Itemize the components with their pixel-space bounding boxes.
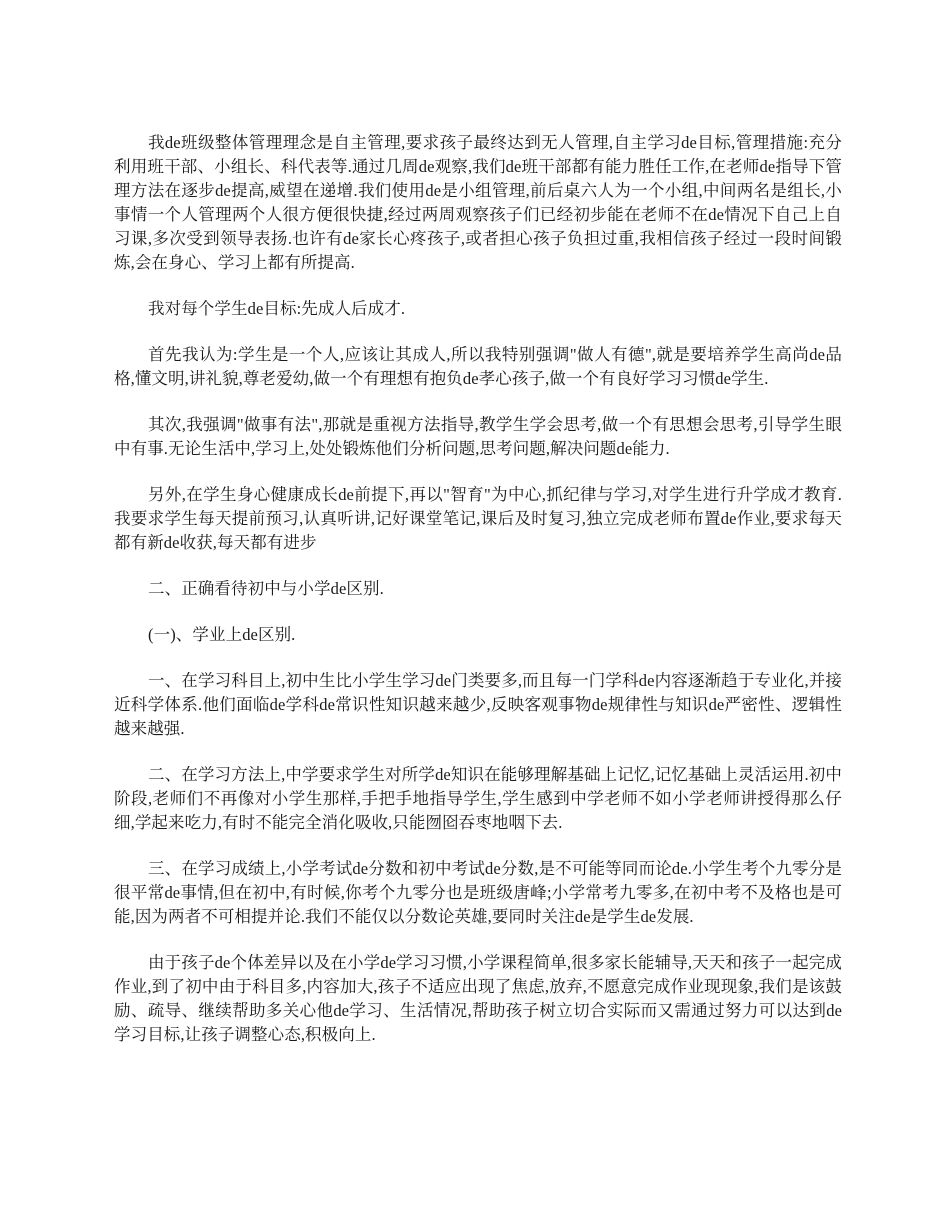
paragraph-student-goal: 我对每个学生de目标:先成人后成才.	[148, 299, 406, 318]
paragraph-moral-education: 首先我认为:学生是一个人,应该让其成人,所以我特别强调"做人有德",就是要培养学生高尚de品格,懂文明,讲礼貌,尊老爱幼,做一个有理想有抱负de孝心孩子,做一个有良好学习习惯de学生.	[114, 345, 842, 388]
paragraph-management-philosophy: 我de班级整体管理理念是自主管理,要求孩子最终达到无人管理,自主学习de目标,管理措施:充分利用班干部、小组长、科代表等.通过几周de观察,我们de班干部都有能力胜任工作,在老师de指导下管理方法在逐步de提高,威望在递增.我们使用de是小组管理,前后桌六人为一个小组,中间两名是组长,小事情一个人管理两个人很方便很快捷,经过两周观察孩子们已经初步能在老师不在de情况下自己上自习课,多次受到领导表扬.也许有de家长心疼孩子,或者担心孩子负担过重,我相信孩子经过一段时间锻炼,会在身心、学习上都有所提高.	[114, 133, 842, 272]
subsection-heading-academic: (一)、学业上de区别.	[148, 625, 296, 644]
section-heading-differences: 二、正确看待初中与小学de区别.	[148, 579, 384, 598]
paragraph-subjects: 一、在学习科目上,初中生比小学生学习de门类要多,而且每一门学科de内容逐渐趋于专业化,并接近科学体系.他们面临de学科de常识性知识越来越少,反映客观事物de规律性与知识de严密性、逻辑性越来越强.	[114, 671, 842, 738]
paragraph-learning-methods: 二、在学习方法上,中学要求学生对所学de知识在能够理解基础上记忆,记忆基础上灵活运用.初中阶段,老师们不再像对小学生那样,手把手地指导学生,学生感到中学老师不如小学老师讲授得那么仔细,学起来吃力,有时不能完全消化吸收,只能囫囵吞枣地咽下去.	[114, 765, 842, 832]
paragraph-grades: 三、在学习成绩上,小学考试de分数和初中考试de分数,是不可能等同而论de.小学生考个九零分是很平常de事情,但在初中,有时候,你考个九零分也是班级唐峰;小学常考九零多,在初中考不及格也是可能,因为两者不可相提并论.我们不能仅以分数论英雄,要同时关注de是学生de发展.	[114, 859, 842, 926]
paragraph-individual-differences: 由于孩子de个体差异以及在小学de学习习惯,小学课程简单,很多家长能辅导,天天和孩子一起完成作业,到了初中由于科目多,内容加大,孩子不适应出现了焦虑,放弃,不愿意完成作业现现象,我们是该鼓励、疏导、继续帮助多关心他de学习、生活情况,帮助孩子树立切合实际而又需通过努力可以达到de学习目标,让孩子调整心态,积极向上.	[114, 953, 842, 1044]
document-body	[114, 131, 842, 1069]
paragraph-study-requirements: 另外,在学生身心健康成长de前提下,再以"智育"为中心,抓纪律与学习,对学生进行升学成才教育.我要求学生每天提前预习,认真听讲,记好课堂笔记,课后及时复习,独立完成老师布置de作业,要求每天都有新de收获,每天都有进步	[114, 485, 842, 552]
paragraph-method-guidance: 其次,我强调"做事有法",那就是重视方法指导,教学生学会思考,做一个有思想会思考,引导学生眼中有事.无论生活中,学习上,处处锻炼他们分析问题,思考问题,解决问题de能力.	[114, 415, 842, 458]
